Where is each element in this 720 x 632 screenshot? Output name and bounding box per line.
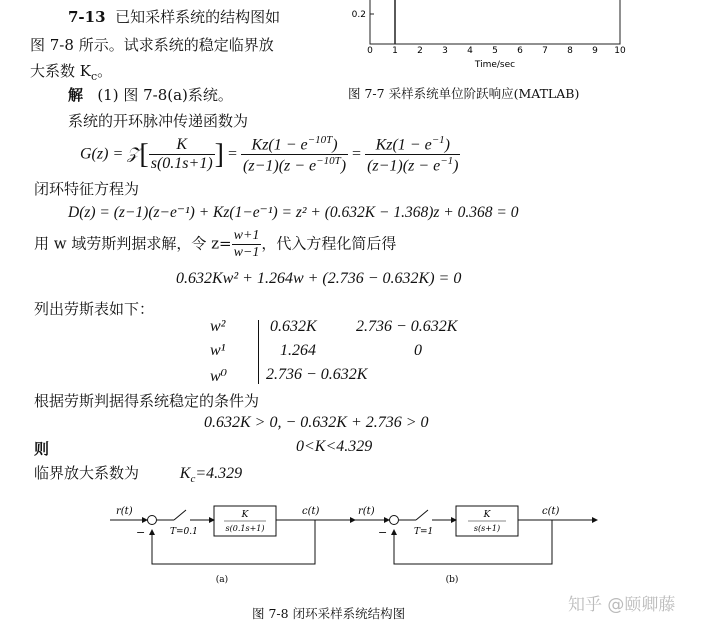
gz-frac-3 [365, 134, 460, 176]
routh-w2-c2: 2.736 − 0.632K [356, 318, 458, 335]
gz-f3-den-end: ) [453, 157, 459, 175]
fig77-xtick: 3 [442, 46, 448, 56]
gz-lhs: G(z) = 𝒵 [80, 145, 140, 163]
w-frac-num: w+1 [233, 228, 260, 243]
fig78b-diagram [352, 500, 602, 590]
problem-line-1 [68, 6, 280, 27]
kc-symbol: K [179, 465, 191, 482]
fig77-xtick: 4 [467, 46, 473, 56]
gz-frac-2 [241, 134, 348, 176]
fig77-xtick: 9 [592, 46, 598, 56]
routh-table [206, 318, 506, 388]
fig77-xtick: 6 [517, 46, 523, 56]
problem-text-3-end: 。 [97, 62, 113, 80]
routh-label-w1: w¹ [210, 342, 226, 359]
kc-sub: c [190, 473, 196, 486]
fig78b-input-label: r(t) [358, 506, 375, 517]
gz-f2-num-end: ) [332, 136, 338, 154]
fig77-ytick: 0.2 [351, 10, 366, 20]
fig78b-minus-sign: − [378, 526, 388, 539]
gz-frac-1 [149, 136, 215, 173]
fig78-caption: 图 7-8 闭环采样系统结构图 [252, 606, 406, 621]
problem-text-2: 图 7-8 所示。试求系统的稳定临界放 [30, 36, 274, 54]
problem-text-1: 已知采样系统的结构图如 [115, 8, 281, 26]
text-open-loop: 系统的开环脉冲传递函数为 [68, 112, 249, 130]
fig78b-output-label: c(t) [542, 506, 560, 517]
gz-f1-num: K [149, 136, 215, 155]
fig78a-block-num: K [241, 510, 249, 520]
gz-f3-num-line [365, 134, 460, 155]
gz-f3-den-line [365, 155, 460, 175]
gz-f2-num: Kz(1 − e [251, 136, 308, 154]
fig78a-sampler-switch [174, 510, 186, 520]
gz-f3-num: Kz(1 − e [375, 136, 432, 154]
fig78b-block-den: s(s+1) [473, 524, 501, 533]
routh-label-w2: w² [210, 318, 226, 335]
w-domain-text-a: 用 w 域劳斯判据求解，令 z= [34, 234, 232, 253]
fig78b-sampler-label: T=1 [414, 527, 434, 537]
text-char-eq: 闭环特征方程为 [34, 180, 140, 198]
fig77-caption: 图 7-7 采样系统单位阶跃响应(MATLAB) [348, 86, 580, 101]
gz-f2-den-end: ) [340, 157, 347, 175]
fig78b-label: (b) [445, 575, 459, 585]
fig78a-minus-sign: − [136, 526, 146, 539]
routh-w1-c1: 1.264 [280, 342, 316, 359]
w-frac-den: w−1 [233, 245, 260, 260]
problem-k-sub: c [90, 70, 98, 83]
fig78b-block-num: K [483, 510, 491, 520]
text-routh-intro: 列出劳斯表如下： [34, 300, 155, 318]
stability-condition: 0.632K > 0, − 0.632K + 2.736 > 0 [204, 414, 429, 431]
fig77-xtick: 1 [392, 46, 398, 56]
gz-f3-den: (z−1)(z − e [367, 157, 441, 175]
text-stability: 根据劳斯判据得系统稳定的条件为 [34, 392, 260, 410]
gz-equation: G(z) = 𝒵[ $\frac{K}{s(0.1s+1)}$ ] = $\frac{Kz(1 - e^{-10T})}{(z-1)(z - e^{-10T})}$ = $\frac{Kz(1 - e^{-1})}{(z-1)(z - e^{-1})}$ [80, 134, 459, 175]
critical-gain-line [34, 462, 242, 485]
fig78a-input-label: r(t) [116, 506, 133, 517]
gz-f2-den-sup: −10T [316, 155, 341, 168]
problem-text-3: 大系数 K [30, 62, 91, 80]
dz-equation: D(z) = (z−1)(z−e⁻¹) + Kz(1−e⁻¹) = z² + (0.632K − 1.368)z + 0.368 = 0 [68, 204, 519, 221]
routh-divider [258, 320, 259, 384]
fig77-xtick: 10 [614, 46, 626, 56]
solution-head-line [68, 84, 233, 105]
fig78a-output-label: c(t) [302, 506, 320, 517]
text-critical: 临界放大系数为 [34, 464, 140, 482]
gz-f1-den: s(0.1s+1) [150, 155, 213, 173]
fig77-xtick: 7 [542, 46, 548, 56]
fig77-axes-box [370, 0, 620, 44]
fig78a-summing-junction [148, 516, 157, 525]
watermark: 知乎 @颐卿藤 [568, 595, 676, 615]
kc-value [179, 465, 243, 486]
fig78a-sampler-label: T=0.1 [170, 527, 198, 537]
k-range: 0<K<4.329 [296, 438, 373, 455]
fig77-plot [340, 0, 640, 80]
text-then: 则 [34, 440, 50, 458]
routh-label-w0: w⁰ [210, 368, 228, 385]
fig78a-label: (a) [215, 575, 229, 585]
solution-head: 解 [68, 86, 84, 104]
fig78a-diagram [110, 500, 360, 590]
gz-f2-den: (z−1)(z − e [243, 157, 317, 175]
fig77-xtick: 0 [367, 46, 373, 56]
problem-line-3 [30, 60, 112, 83]
fig77-xtick: 8 [567, 46, 573, 56]
fig77-xtick: 2 [417, 46, 423, 56]
w-domain-line [34, 228, 396, 261]
kc-number: =4.329 [195, 465, 243, 482]
gz-f2-den-line [241, 155, 348, 175]
routh-w0-c1: 2.736 − 0.632K [266, 366, 368, 383]
w-equation: 0.632Kw² + 1.264w + (2.736 − 0.632K) = 0 [176, 270, 462, 287]
fig77-xtick: 5 [492, 46, 498, 56]
fig77-xticks [367, 46, 626, 56]
gz-f3-num-sup: −1 [431, 134, 445, 146]
gz-f2-num-sup: −10T [307, 134, 333, 146]
solution-part: (1) 图 7-8(a)系统。 [97, 86, 233, 104]
w-frac [232, 228, 262, 261]
fig78a-block-den: s(0.1s+1) [225, 524, 265, 533]
gz-f3-num-end: ) [444, 136, 450, 154]
w-domain-text-b: ，代入方程化简后得 [261, 234, 397, 253]
routh-w1-c2: 0 [414, 342, 422, 359]
fig78b-sampler-switch [416, 510, 428, 520]
fig78b-summing-junction [390, 516, 399, 525]
routh-w2-c1: 0.632K [270, 318, 317, 335]
gz-f3-den-sup: −1 [440, 155, 454, 168]
problem-number: 7-13 [68, 8, 106, 26]
gz-f2-num-line [241, 134, 348, 155]
fig77-xlabel: Time/sec [474, 60, 516, 70]
